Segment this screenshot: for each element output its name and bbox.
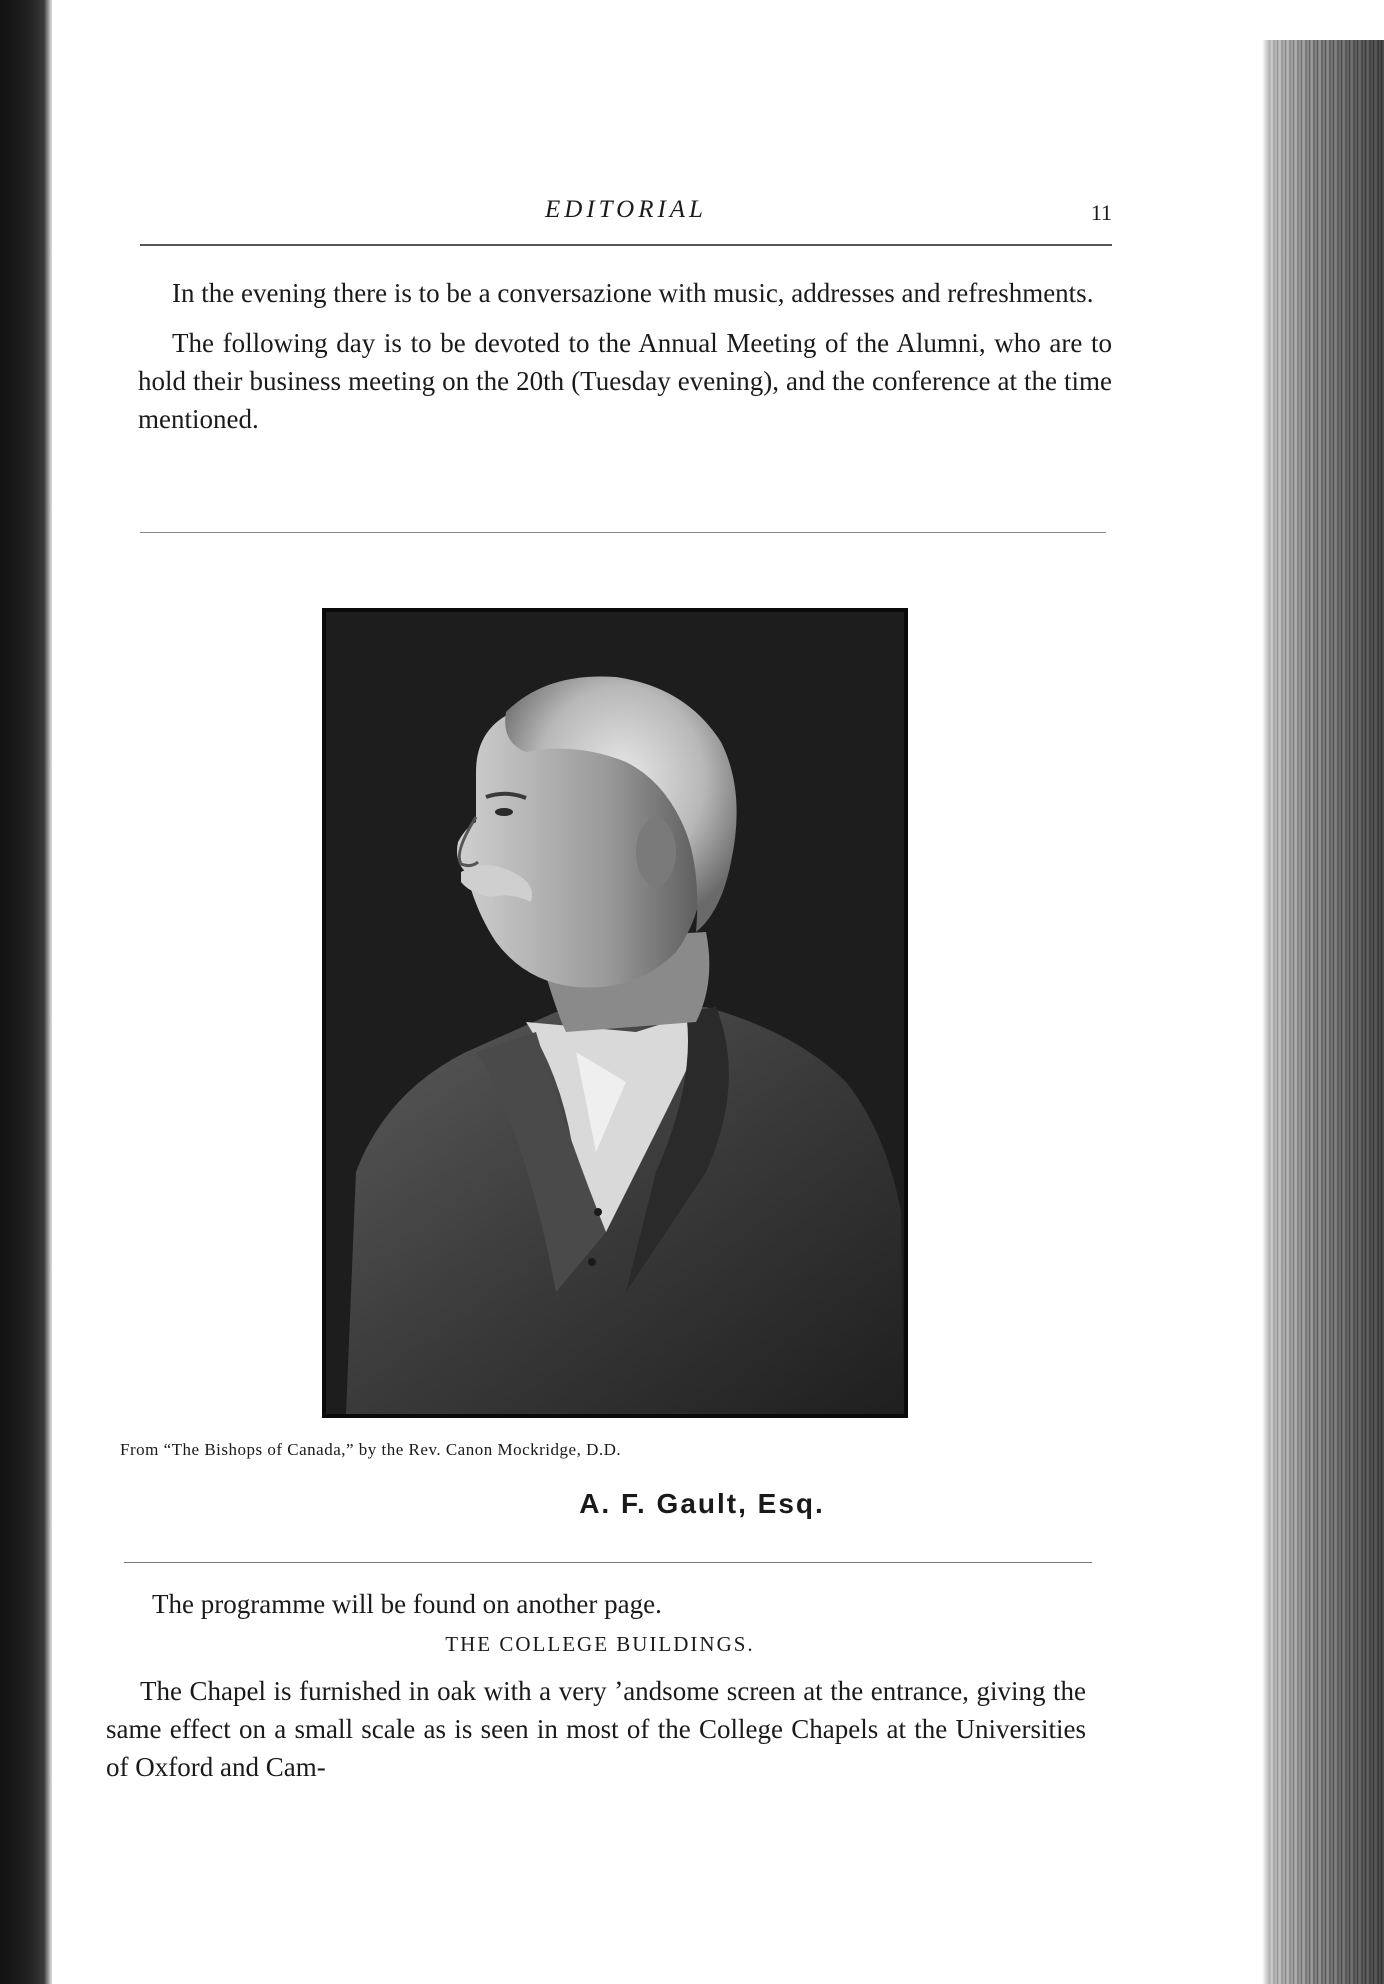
chapel-paragraph-block <box>106 1672 1086 1786</box>
running-title: EDITORIAL <box>545 196 707 223</box>
section-rule-bottom <box>124 1562 1092 1563</box>
header-rule <box>140 244 1112 246</box>
portrait-name-caption: A. F. Gault, Esq. <box>579 1488 825 1519</box>
paragraph-programme: The programme will be found on another page. <box>152 1589 662 1619</box>
top-text-block <box>138 274 1112 438</box>
section-heading: THE COLLEGE BUILDINGS. <box>445 1632 755 1656</box>
photo-source-caption: From “The Bishops of Canada,” by the Rev. Canon Mockridge, D.D. <box>120 1440 622 1459</box>
stacked-pages-shadow <box>1270 40 1384 1984</box>
running-head <box>140 196 1112 230</box>
paragraph-chapel: The Chapel is furnished in oak with a very ʼandsome screen at the entrance, giving the same effect on a small scale as is seen in most of the College Chapels at the Universities of Oxford and Cam- <box>106 1676 1086 1782</box>
page-number: 11 <box>1090 200 1112 225</box>
section-rule-top <box>140 532 1106 533</box>
programme-paragraph-block <box>118 1585 1086 1623</box>
paragraph-following-day: The following day is to be devoted to the Annual Meeting of the Alumni, who are to hold their business meeting on the 20th (Tuesday evening), and the conference at the time mentioned. <box>138 328 1112 434</box>
book-gutter <box>0 0 52 1984</box>
portrait-photograph <box>322 608 908 1418</box>
portrait-image <box>326 612 904 1414</box>
paragraph-evening: In the evening there is to be a conversazione with music, addresses and refreshments. <box>172 278 1094 308</box>
